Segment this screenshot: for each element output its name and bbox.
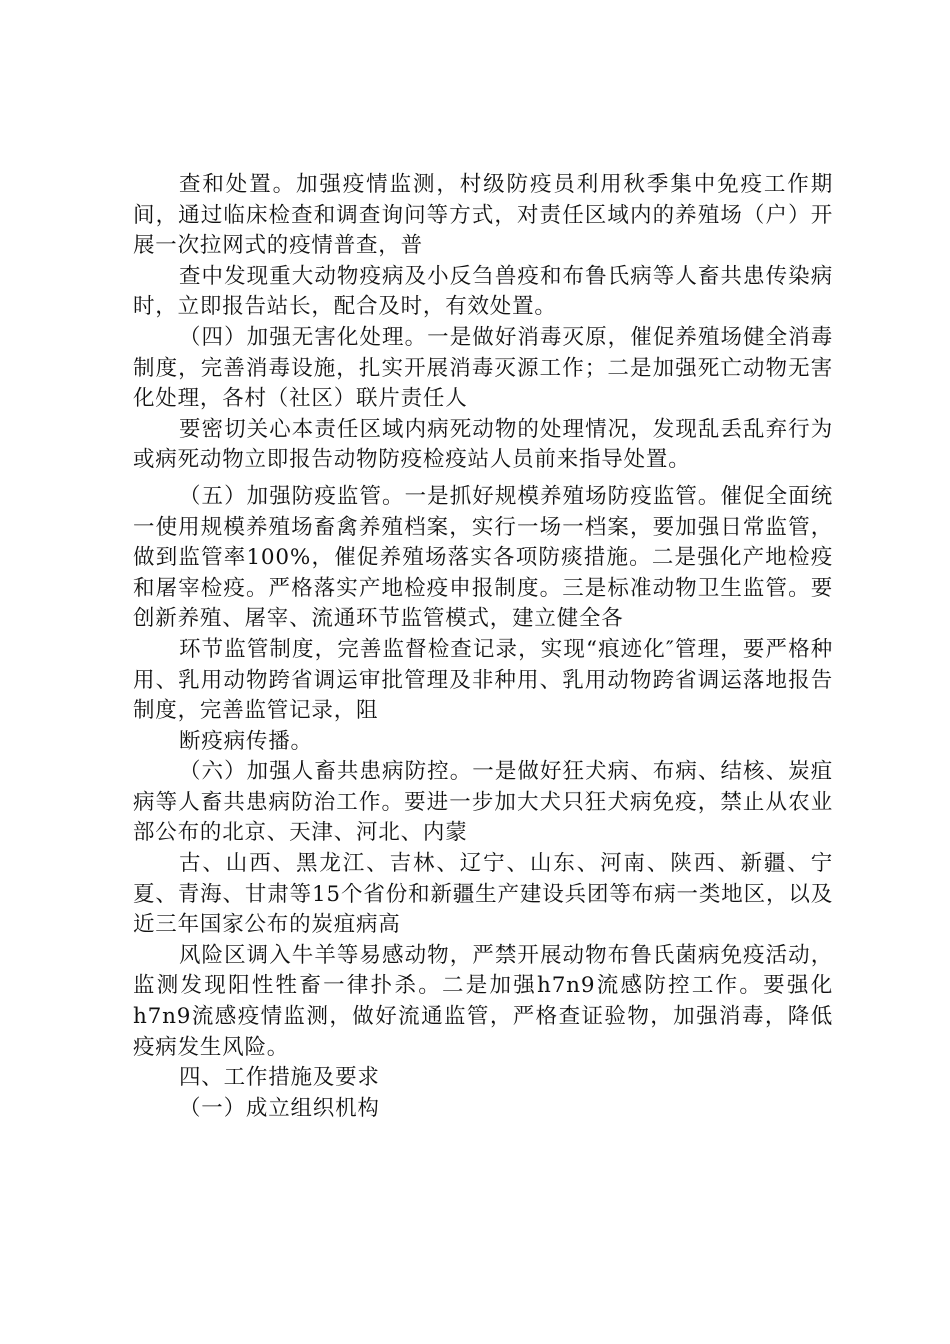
paragraph-9: 古、山西、黑龙江、吉林、辽宁、山东、河南、陕西、新疆、宁夏、青海、甘肃等15个省份和新疆生产建设兵团等布病一类地区，以及近三年国家公布的炭疽病高 — [133, 851, 833, 938]
subsection-heading: （一）成立组织机构 — [179, 1095, 380, 1121]
paragraph-6: 环节监管制度，完善监督检查记录，实现“痕迹化″管理，要严格种用、乳用动物跨省调运审批管理及非种用、乳用动物跨省调运落地报告制度，完善监管记录，阻 — [133, 636, 833, 724]
paragraph-3: （四）加强无害化处理。一是做好消毒灭原，催促养殖场健全消毒制度，完善消毒设施，扎实开展消毒灭源工作；二是加强死亡动物无害化处理，各村（社区）联片责任人 — [133, 324, 833, 412]
paragraph-10: 风险区调入牛羊等易感动物，严禁开展动物布鲁氏菌病免疫活动，监测发现阳性牲畜一律扑杀。二是加强h7n9流感防控工作。要强化h7n9流感疫情监测，做好流通监管，严格查证验物，加强消毒，降低疫病发生风险。 — [133, 942, 833, 1060]
section-heading: 四、工作措施及要求 — [179, 1065, 380, 1091]
paragraph-1: 查和处置。加强疫情监测，村级防疫员利用秋季集中免疫工作期间，通过临床检查和调查询问等方式，对责任区域内的养殖场（户）开展一次拉网式的疫情普查，普 — [133, 172, 833, 259]
paragraph-5: （五）加强防疫监管。一是抓好规模养殖场防疫监管。催促全面统一使用规模养殖场畜禽养殖档案，实行一场一档案，要加强日常监管，做到监管率100%，催促养殖场落实各项防痰措施。二是强化产地检疫和屠宰检疫。严格落实产地检疫申报制度。三是标准动物卫生监管。要创新养殖、屠宰、流通环节监管模式，建立健全各 — [133, 483, 833, 632]
paragraph-4: 要密切关心本责任区域内病死动物的处理情况，发现乱丢乱弃行为或病死动物立即报告动物防疫检疫站人员前来指导处置。 — [133, 416, 833, 473]
document-page — [133, 170, 833, 1124]
paragraph-7: 断疫病传播。 — [179, 728, 313, 754]
paragraph-2: 查中发现重大动物疫病及小反刍兽疫和布鲁氏病等人畜共患传染病时，立即报告站长，配合及时，有效处置。 — [133, 263, 833, 320]
paragraph-8: （六）加强人畜共患病防控。一是做好狂犬病、布病、结核、炭疽病等人畜共患病防治工作。要进一步加大犬只狂犬病免疫，禁止从农业部公布的北京、天津、河北、内蒙 — [133, 759, 833, 846]
